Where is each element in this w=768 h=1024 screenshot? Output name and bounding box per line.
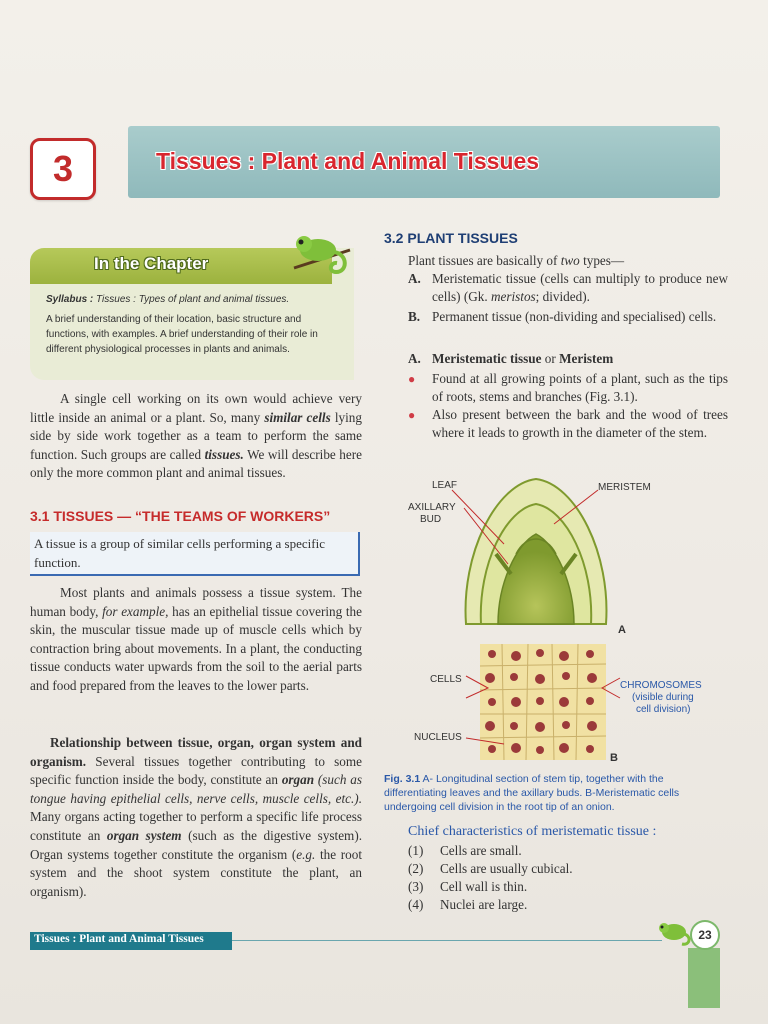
sub-marker-a: A. bbox=[408, 351, 421, 366]
bullet-text-1: Found at all growing points of a plant, such as the tips of roots, stems and branches (Fig. 3.1). bbox=[432, 371, 728, 404]
footer-chapter-label: Tissues : Plant and Animal Tissues bbox=[34, 933, 204, 945]
label-chromosomes: CHROMOSOMES bbox=[620, 680, 702, 691]
label-bud: BUD bbox=[420, 514, 442, 525]
label-meristem: MERISTEM bbox=[598, 482, 651, 493]
label-nucleus: NUCLEUS bbox=[414, 732, 462, 743]
relationship-bold: Relationship between tissue, organ, organ system and organism. bbox=[30, 735, 362, 769]
chief-text: Cells are usually cubical. bbox=[440, 861, 573, 876]
footer-rule bbox=[232, 940, 662, 941]
plant-intro-b: types— bbox=[579, 253, 625, 268]
item-a-text-b: ; divided). bbox=[535, 289, 590, 304]
chief-num: (1) bbox=[408, 843, 424, 858]
figure-a-leader-lines bbox=[418, 484, 658, 574]
section-3-1-heading: 3.1 TISSUES — “THE TEAMS OF WORKERS” bbox=[30, 508, 331, 524]
sub-a-bold1: Meristematic tissue bbox=[432, 351, 542, 366]
chameleon-footer-icon bbox=[656, 918, 692, 948]
bullet-item-1 bbox=[408, 370, 728, 408]
para3-em-organ: organ bbox=[281, 772, 315, 788]
chief-text: Nuclei are large. bbox=[440, 897, 528, 912]
label-cell-division: cell division) bbox=[636, 704, 691, 715]
intro-paragraph bbox=[30, 390, 362, 483]
item-a-text-a: Meristematic tissue (cells can multiply to produce new cells) (Gk. bbox=[432, 271, 728, 304]
in-the-chapter-title: In the Chapter bbox=[94, 254, 209, 273]
item-a-em: meristos bbox=[490, 289, 536, 304]
plant-tissue-intro bbox=[408, 252, 728, 271]
meristem-subheading bbox=[408, 350, 728, 370]
intro-text-1: A single cell working on its own would achieve very little inside an animal or a plant. So, many bbox=[30, 391, 362, 425]
list-text-b: Permanent tissue (non-dividing and specialised) cells. bbox=[432, 309, 717, 324]
plant-intro-em: two bbox=[560, 253, 580, 268]
para2-text-a: Most plants and animals possess a tissue system. The human body, bbox=[30, 585, 362, 619]
page-edge-strip bbox=[688, 948, 720, 1008]
para3-text-a: Several tissues together contributing to some specific function inside the body, constitute an bbox=[30, 753, 362, 788]
intro-text-3: We will describe here only the more common plant and animal tissues. bbox=[30, 446, 362, 481]
para3-text-e: the root system and the shoot system constitute the plant, an organism). bbox=[30, 846, 363, 899]
para3-text-b: (such as tongue having epithelial cells, nerve cells, muscle cells, etc.). bbox=[30, 772, 363, 806]
syllabus-block bbox=[46, 292, 346, 362]
chief-characteristics-heading: Chief characteristics of meristematic tissue : bbox=[408, 824, 657, 839]
sub-a-or: or bbox=[541, 351, 560, 366]
chapter-title: Tissues : Plant and Animal Tissues bbox=[156, 148, 540, 174]
chapter-number-box bbox=[30, 138, 96, 200]
label-a: A bbox=[618, 624, 626, 636]
para2-em: for example, bbox=[102, 603, 169, 619]
bullet-icon: ● bbox=[408, 372, 416, 386]
chief-num: (3) bbox=[408, 879, 424, 894]
label-leaf: LEAF bbox=[432, 480, 458, 491]
sub-a-bold2: Meristem bbox=[559, 351, 614, 366]
para2-text-b: has an epithelial tissue covering the skin, the muscular tissue made up of muscle cells which by contraction bring about movements. In a plant, the conducting tissue conducts water upwards from the soil to the aerial parts and food prepared from the leaves to the lower parts. bbox=[30, 603, 362, 693]
list-item-b bbox=[408, 308, 728, 346]
chief-text: Cells are small. bbox=[440, 843, 522, 858]
intro-text-2: lying side by side work together as a team to perform the same function. Such groups are called bbox=[30, 409, 362, 462]
list-item-a bbox=[408, 270, 728, 308]
syllabus-detail: A brief understanding of their location, basic structure and functions, with examples. A brief understanding of their role in different physiological processes in plants and animals. bbox=[46, 314, 318, 355]
para3-text-d: (such as the digestive system). Organ systems together constitute the organism ( bbox=[30, 827, 363, 862]
list-text-a bbox=[432, 270, 728, 306]
chameleon-icon bbox=[290, 228, 360, 284]
chief-text: Cell wall is thin. bbox=[440, 879, 528, 894]
bullet-text-2: Also present between the bark and the wood of trees where it leads to growth in the diameter of the stem. bbox=[432, 407, 728, 440]
chief-num: (4) bbox=[408, 897, 424, 912]
intro-em-similar-cells: similar cells bbox=[264, 409, 331, 425]
definition-box: A tissue is a group of similar cells performing a specific function. bbox=[30, 532, 360, 576]
list-item bbox=[408, 860, 728, 878]
label-b: B bbox=[610, 752, 618, 764]
syllabus-text: Tissues : Types of plant and animal tissues. bbox=[96, 294, 290, 305]
tissue-system-paragraph bbox=[30, 584, 362, 696]
para3-text-c: Many organs acting together to perform a specific life process constitute an bbox=[30, 809, 362, 843]
figure-number: Fig. 3.1 bbox=[384, 773, 421, 785]
label-cells: CELLS bbox=[430, 674, 462, 685]
para3-em-eg: e.g. bbox=[296, 846, 316, 862]
list-marker-a: A. bbox=[408, 271, 421, 286]
intro-em-tissues: tissues. bbox=[204, 446, 244, 462]
list-item bbox=[408, 842, 728, 860]
section-3-2-heading: 3.2 PLANT TISSUES bbox=[384, 230, 518, 246]
para3-em-organ-system: organ system bbox=[106, 827, 182, 843]
relationship-paragraph bbox=[30, 734, 362, 901]
page-number: 23 bbox=[690, 920, 720, 950]
figure-b-leader-lines bbox=[464, 664, 624, 764]
label-visible-during: (visible during bbox=[632, 692, 694, 703]
label-axillary: AXILLARY bbox=[408, 502, 456, 513]
plant-intro-a: Plant tissues are basically of bbox=[408, 253, 561, 268]
chief-num: (2) bbox=[408, 861, 424, 876]
list-item bbox=[408, 878, 728, 896]
list-item bbox=[408, 896, 728, 914]
chapter-number: 3 bbox=[52, 148, 74, 189]
syllabus-label: Syllabus : bbox=[46, 294, 94, 305]
figure-caption-text: A- Longitudinal section of stem tip, together with the differentiating leaves and the axillary buds. B-Meristematic cells undergoing cell division in the root tip of an onion. bbox=[384, 773, 680, 813]
figure-caption bbox=[384, 772, 728, 814]
bullet-icon: ● bbox=[408, 408, 416, 422]
bullet-item-2 bbox=[408, 406, 728, 462]
list-marker-b: B. bbox=[408, 309, 421, 324]
